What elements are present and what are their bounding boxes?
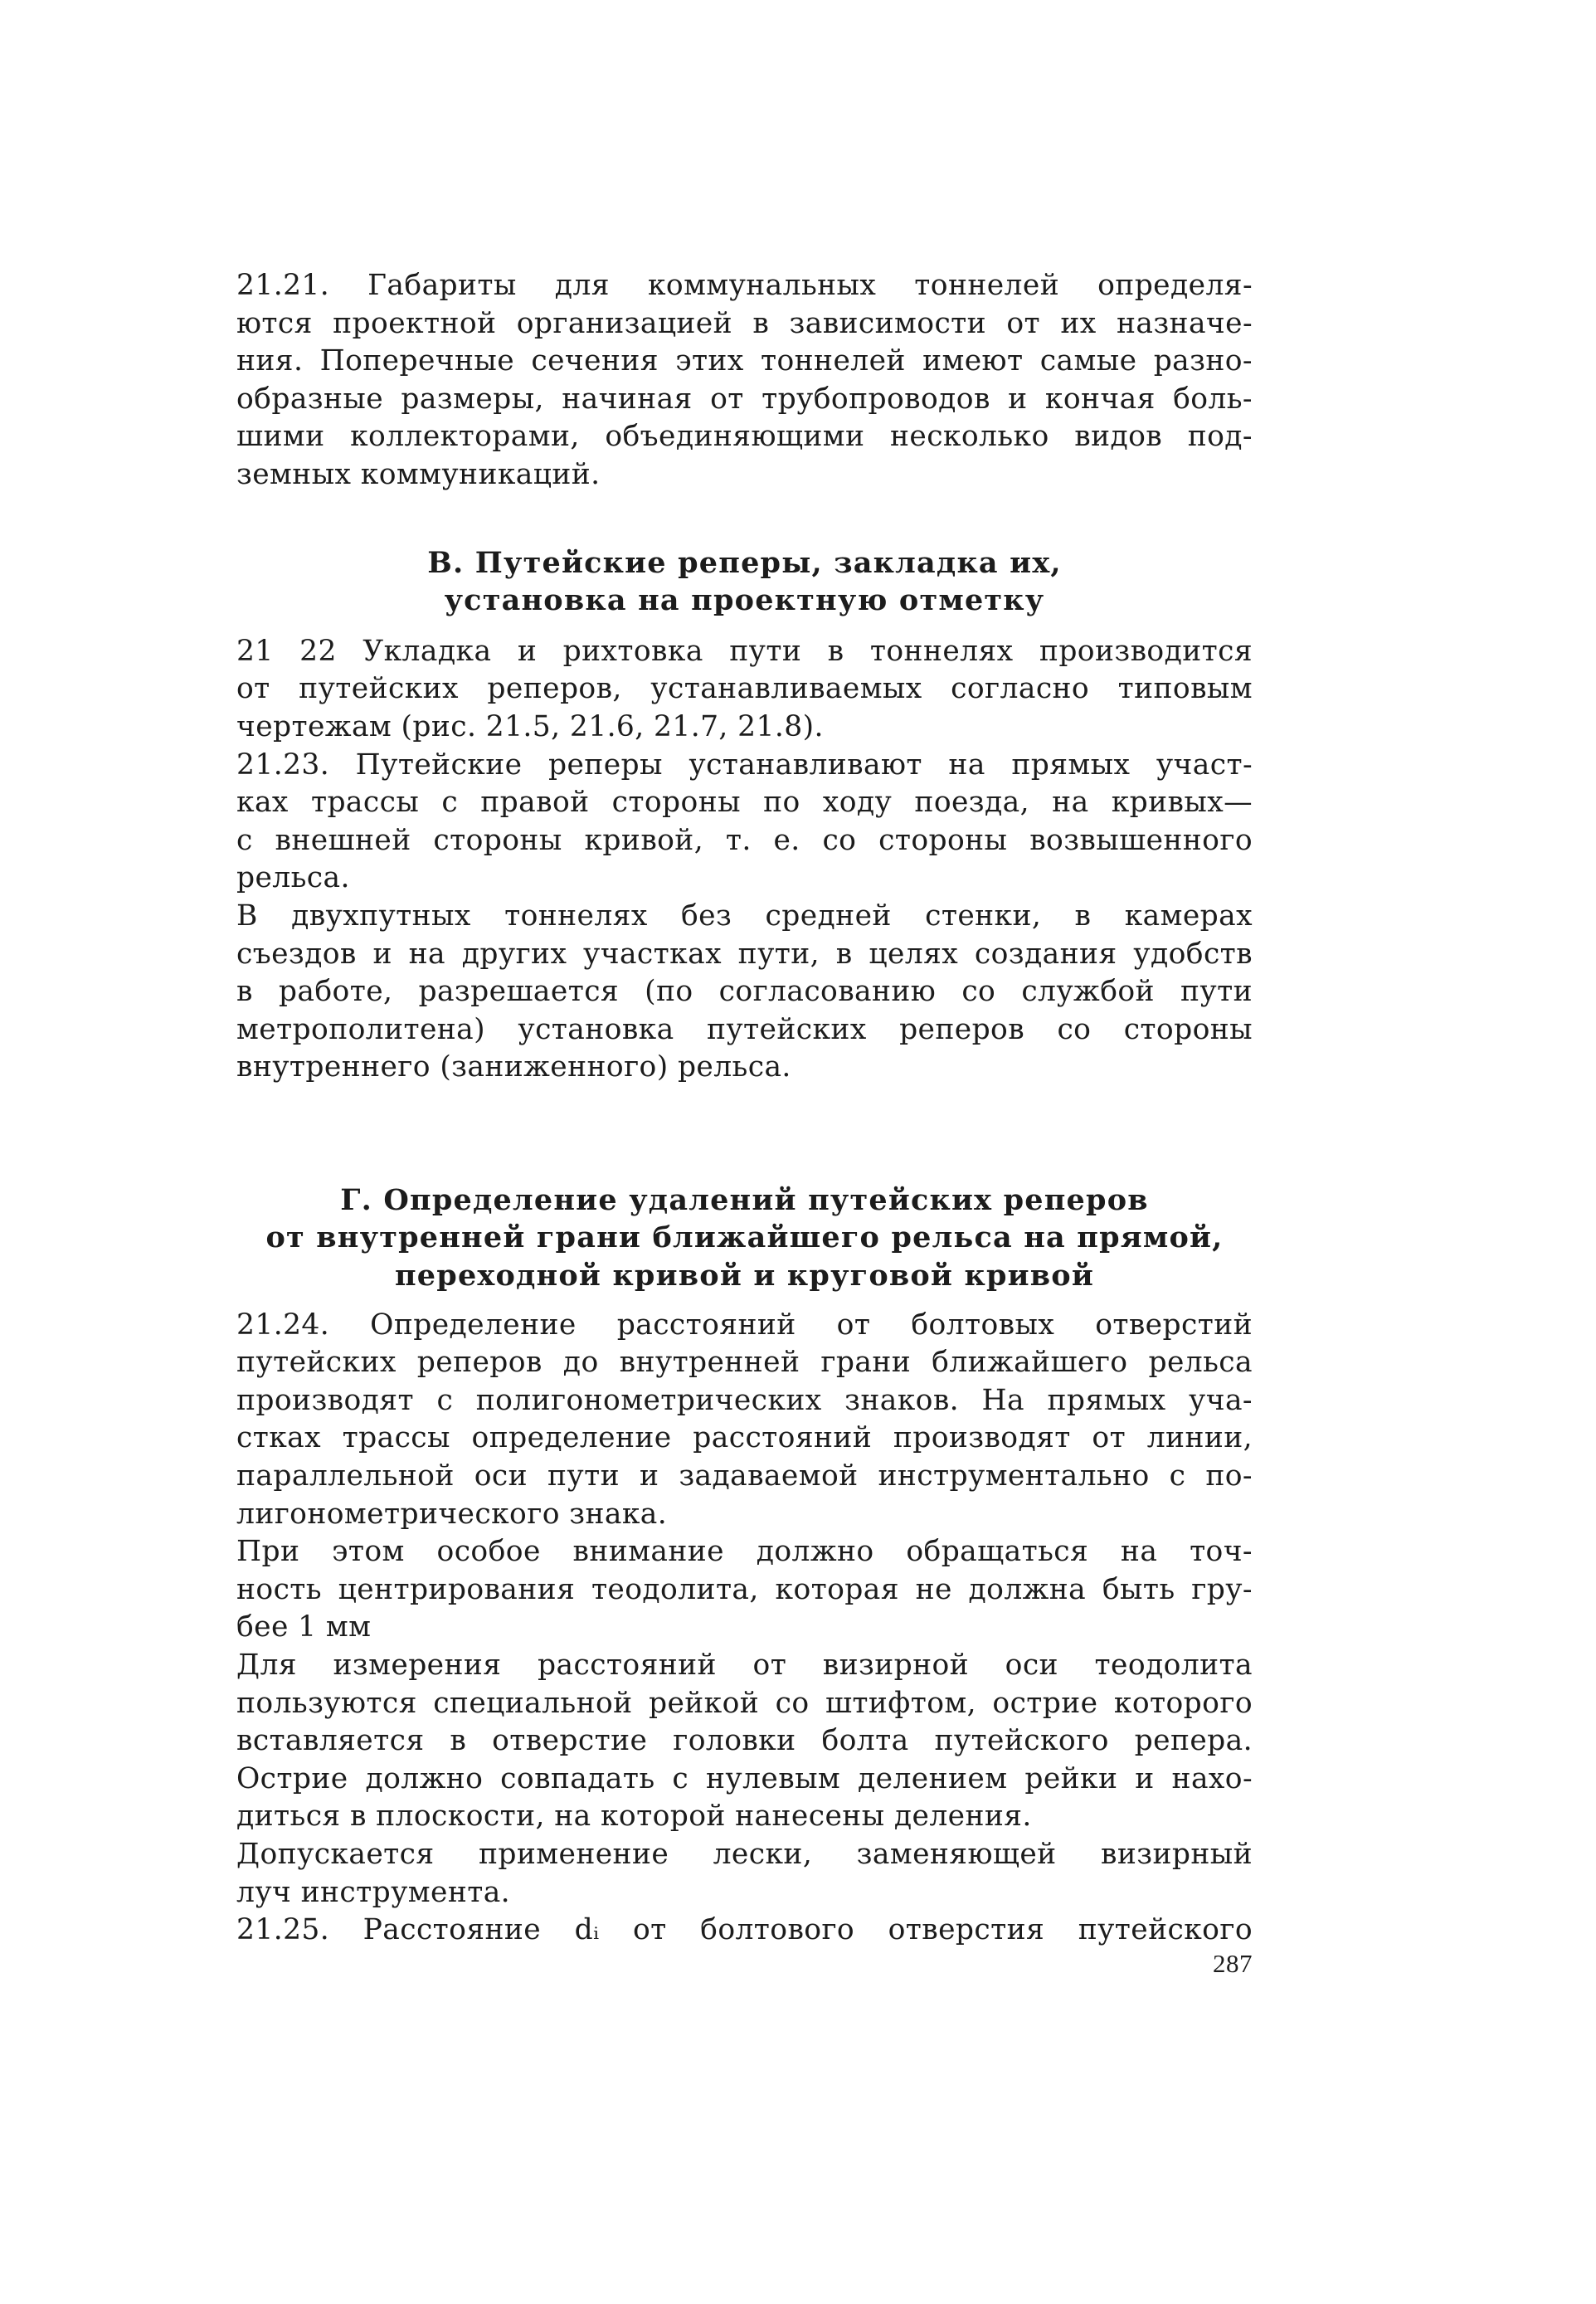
paragraph-line: внутреннего (заниженного) рельса. <box>236 1050 791 1084</box>
paragraph-line: рельса. <box>236 861 350 895</box>
paragraph-line: метрополитена) установка путейских реперов со стороны <box>236 1012 1253 1046</box>
paragraph-line: 21.23. Путейские реперы устанавливают на прямых участ- <box>236 748 1253 782</box>
paragraph-measurement-rod <box>236 1647 1253 1836</box>
paragraph-line: диться в плоскости, на которой нанесены деления. <box>236 1800 1032 1834</box>
section-heading-line: Г. Определение удалений путейских реперов <box>340 1182 1149 1217</box>
paragraph-line: ках трассы с правой стороны по ходу поезда, на кривых— <box>236 786 1253 820</box>
paragraph-line: пользуются специальной рейкой со штифтом, острие которого <box>236 1686 1253 1720</box>
paragraph-line: бее 1 мм <box>236 1610 372 1644</box>
paragraph-line: 21.24. Определение расстояний от болтовых отверстий <box>236 1308 1253 1342</box>
paragraph-centering-accuracy <box>236 1533 1253 1647</box>
paragraph-two-track-tunnels <box>236 898 1253 1087</box>
section-heading-line: переходной кривой и круговой кривой <box>394 1259 1095 1293</box>
paragraph-line: ются проектной организацией в зависимости от их назначе- <box>236 306 1253 340</box>
paragraph-21-25 <box>236 1912 1253 1950</box>
paragraph-line: 21 22 Укладка и рихтовка пути в тоннелях производится <box>236 634 1253 668</box>
paragraph-line: параллельной оси пути и задаваемой инструментально с по- <box>236 1459 1253 1493</box>
section-heading-line: установка на проектную отметку <box>444 583 1045 618</box>
paragraph-line: вставляется в отверстие головки болта путейского репера. <box>236 1724 1253 1758</box>
paragraph-line: Допускается применение лески, заменяющей визирный <box>236 1837 1253 1871</box>
paragraph-line: шими коллекторами, объединяющими несколько видов под- <box>236 420 1253 454</box>
section-heading-g <box>236 1181 1253 1295</box>
paragraph-line: 21.25. Расстояние dᵢ от болтового отверстия путейского <box>236 1913 1253 1947</box>
paragraph-line: съездов и на других участках пути, в целях создания удобств <box>236 937 1253 971</box>
paragraph-line: При этом особое внимание должно обращаться на точ- <box>236 1535 1253 1569</box>
paragraph-fishing-line <box>236 1836 1253 1912</box>
paragraph-line: от путейских реперов, устанавливаемых согласно типовым <box>236 672 1253 706</box>
paragraph-line: земных коммуникаций. <box>236 457 601 491</box>
paragraph-line: Для измерения расстояний от визирной оси теодолита <box>236 1649 1253 1682</box>
paragraph-21-23 <box>236 747 1253 898</box>
paragraph-line: ность центрирования теодолита, которая не должна быть гру- <box>236 1572 1253 1606</box>
text-column <box>236 267 1253 1950</box>
paragraph-line: стках трассы определение расстояний производят от линии, <box>236 1421 1253 1455</box>
section-heading-line: от внутренней грани ближайшего рельса на прямой, <box>265 1220 1224 1255</box>
paragraph-21-22 <box>236 633 1253 747</box>
section-heading-line: В. Путейские реперы, закладка их, <box>427 545 1062 580</box>
paragraph-line: Острие должно совпадать с нулевым делением рейки и нахо- <box>236 1761 1253 1795</box>
paragraph-line: чертежам (рис. 21.5, 21.6, 21.7, 21.8). <box>236 709 824 743</box>
paragraph-21-21 <box>236 267 1253 494</box>
paragraph-line: ния. Поперечные сечения этих тоннелей имеют самые разно- <box>236 344 1253 378</box>
paragraph-line: путейских реперов до внутренней грани ближайшего рельса <box>236 1346 1253 1380</box>
section-heading-v <box>236 544 1253 620</box>
paragraph-line: 21.21. Габариты для коммунальных тоннелей определя- <box>236 269 1253 302</box>
paragraph-line: производят с полигонометрических знаков. На прямых уча- <box>236 1383 1253 1417</box>
paragraph-line: в работе, разрешается (по согласованию со службой пути <box>236 975 1253 1009</box>
paragraph-line: В двухпутных тоннелях без средней стенки, в камерах <box>236 899 1253 933</box>
paragraph-line: образные размеры, начиная от трубопроводов и кончая боль- <box>236 382 1253 416</box>
paragraph-line: с внешней стороны кривой, т. е. со стороны возвышенного <box>236 823 1253 857</box>
paragraph-line: лигонометрического знака. <box>236 1497 668 1531</box>
paragraph-21-24 <box>236 1307 1253 1534</box>
paragraph-line: луч инструмента. <box>236 1875 511 1909</box>
page-number: 287 <box>1213 1949 1253 1978</box>
